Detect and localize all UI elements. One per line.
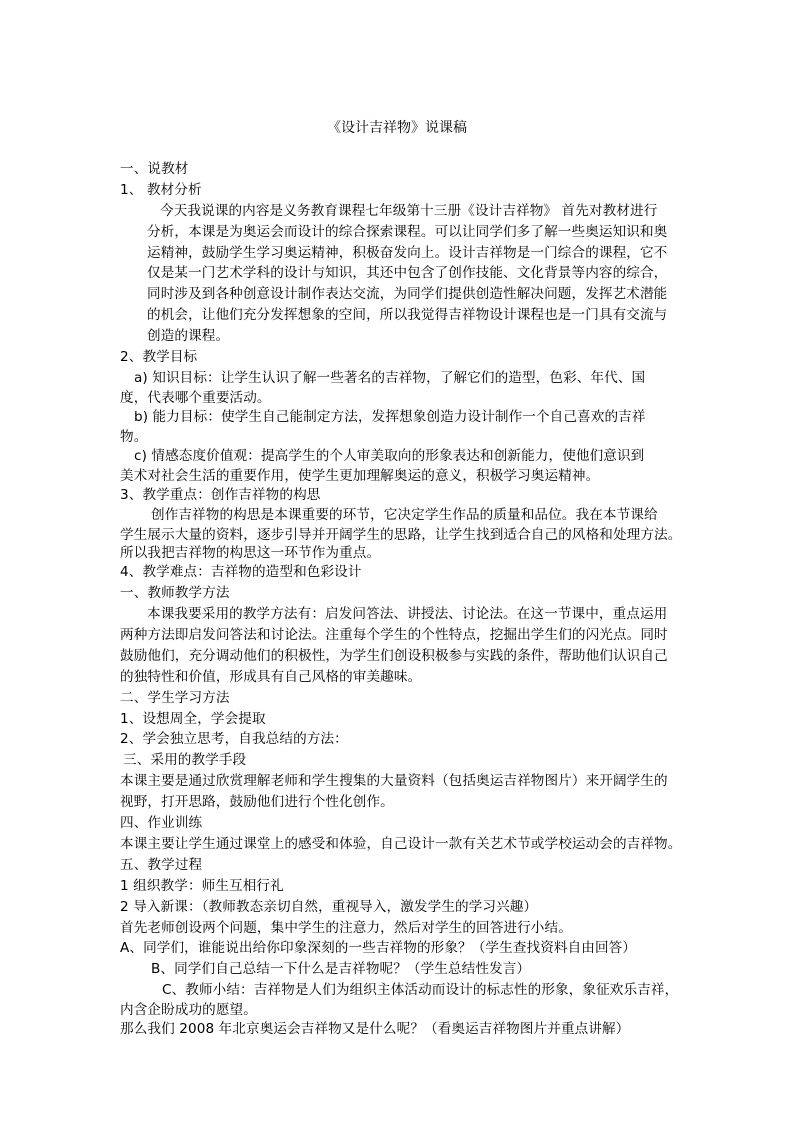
subsection-heading: 3、教学重点：创作吉祥物的构思	[120, 486, 321, 503]
paragraph-line: 美术对社会生活的重要作用，使学生更加理解奥运的意义，积极学习奥运精神。	[120, 467, 600, 484]
paragraph-line: 那么我们 2008 年北京奥运会吉祥物又是什么呢？（看奥运吉祥物图片并重点讲解）	[120, 1021, 630, 1038]
document-body	[120, 159, 690, 1040]
paragraph-line: 运精神，鼓励学生学习奥运精神，积极奋发向上。设计吉祥物是一门综合的课程，它不	[147, 244, 668, 261]
paragraph-line: 视野，打开思路，鼓励他们进行个性化创作。	[120, 794, 394, 811]
list-item: 1、设想周全，学会提取	[120, 710, 266, 727]
section-heading: 四、作业训练	[120, 815, 203, 832]
list-item: 2、学会独立思考，自我总结的方法：	[120, 731, 348, 748]
list-item: 1 组织教学：师生互相行礼	[120, 877, 284, 894]
document-title: 《设计吉祥物》说课稿	[327, 120, 467, 136]
paragraph-line: 物。	[120, 428, 148, 445]
section-heading: 二、学生学习方法	[120, 689, 230, 706]
paragraph-line: 仅是某一门艺术学科的设计与知识，其还中包含了创作技能、文化背景等内容的综合，	[147, 265, 668, 282]
list-item: B、同学们自己总结一下什么是吉祥物呢？（学生总结性发言）	[151, 961, 531, 978]
section-heading: 五、教学过程	[120, 856, 203, 873]
list-item: A、同学们，谁能说出给你印象深刻的一些吉祥物的形象？（学生查找资料自由回答）	[120, 940, 637, 957]
paragraph-line: 学生展示大量的资料，逐步引导并开阔学生的思路，让学生找到适合自己的风格和处理方法。	[120, 527, 682, 544]
list-item: a) 知识目标：让学生认识了解一些著名的吉祥物，了解它们的造型，色彩、年代、国	[134, 369, 646, 386]
paragraph-line: 本课我要采用的教学方法有：启发问答法、讲授法、讨论法。在这一节课中，重点运用	[147, 606, 668, 623]
paragraph-line: 创造的课程。	[147, 328, 230, 345]
paragraph-line: 创作吉祥物的构思是本课重要的环节，它决定学生作品的质量和品位。我在本节课给	[151, 507, 658, 524]
subsection-heading: 4、教学难点：吉祥物的造型和色彩设计	[120, 564, 362, 581]
paragraph-line: 度，代表哪个重要活动。	[120, 389, 271, 406]
list-item: 2 导入新课：（教师教态亲切自然，重视导入，激发学生的学习兴趣）	[120, 898, 538, 915]
section-heading: 一、教师教学方法	[120, 585, 230, 602]
subsection-heading: 2、教学目标	[120, 349, 198, 366]
paragraph-line: 今天我说课的内容是义务教育课程七年级第十三册《设计吉祥物》 首先对教材进行	[160, 202, 658, 219]
paragraph-line: 分析，本课是为奥运会而设计的综合探索课程。可以让同学们多了解一些奥运知识和奥	[147, 223, 668, 240]
paragraph-line: 首先老师创设两个问题，集中学生的注意力，然后对学生的回答进行小结。	[120, 919, 572, 936]
paragraph-line: 同时涉及到各种创意设计制作表达交流，为同学们提供创造性解决问题，发挥艺术潜能	[147, 286, 668, 303]
paragraph-line: 的独特性和价值，形成具有自己风格的审美趣味。	[120, 668, 422, 685]
section-heading: 三、采用的教学手段	[123, 752, 247, 769]
subsection-heading: 1、 教材分析	[120, 181, 202, 198]
paragraph-line: 两种方法即启发问答法和讨论法。注重每个学生的个性特点，挖掘出学生们的闪光点。同时	[120, 627, 668, 644]
paragraph-line: 本课主要让学生通过课堂上的感受和体验，自己设计一款有关艺术节或学校运动会的吉祥物。	[120, 835, 682, 852]
list-item: c) 情感态度价值观：提高学生的个人审美取向的形象表达和创新能力，使他们意识到	[134, 447, 645, 464]
paragraph-line: 内含企盼成功的愿望。	[120, 1002, 257, 1019]
paragraph-line: 鼓励他们，充分调动他们的积极性，为学生们创设积极参与实践的条件，帮助他们认识自己	[120, 647, 668, 664]
list-item: C、教师小结：吉祥物是人们为组织主体活动而设计的标志性的形象，象征欢乐吉祥，	[162, 982, 679, 999]
paragraph-line: 本课主要是通过欣赏理解老师和学生搜集的大量资料（包括奥运吉祥物图片）来开阔学生的	[120, 773, 668, 790]
paragraph-line: 所以我把吉祥物的构思这一环节作为重点。	[120, 545, 381, 562]
section-heading: 一、说教材	[120, 161, 189, 177]
list-item: b) 能力目标：使学生自己能制定方法，发挥想象创造力设计制作一个自己喜欢的吉祥	[134, 408, 646, 425]
paragraph-line: 的机会，让他们充分发挥想象的空间，所以我觉得吉祥物设计课程也是一门具有交流与	[147, 307, 668, 324]
